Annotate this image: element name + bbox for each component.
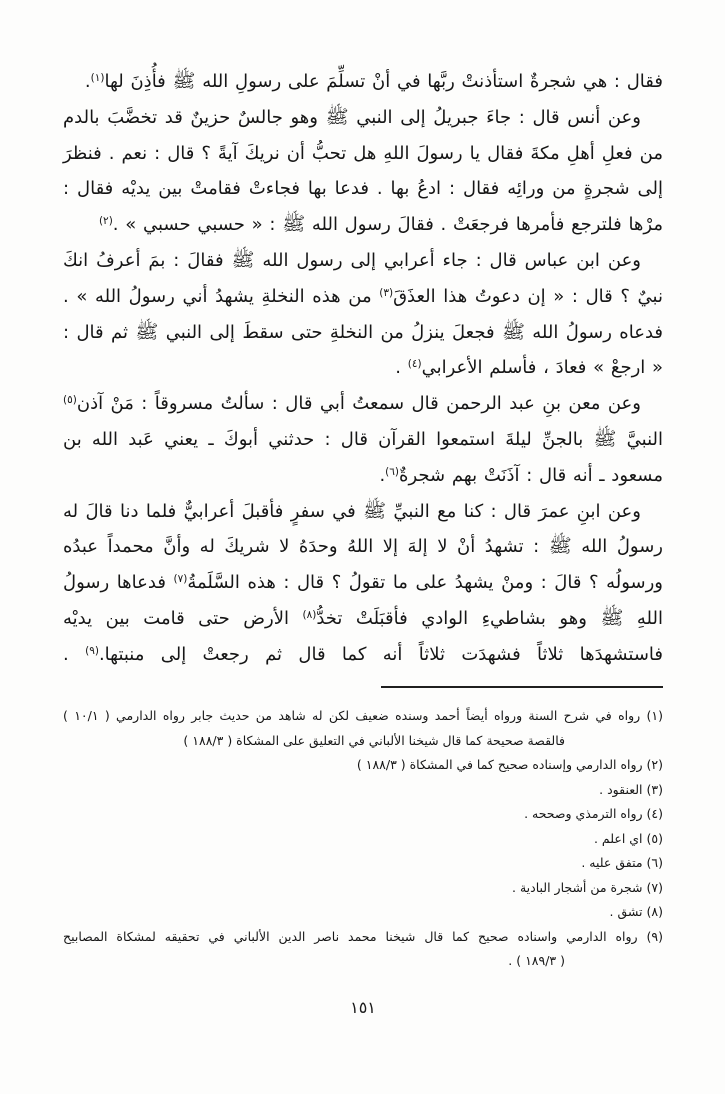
body-text-line: ورسولُه ؟ قالَ : ومنْ يشهدُ على ما تقولُ ؟ قال : هذه السَّلَمةُ$^{(٧)}$ فدعاها رسولُ <box>63 572 663 594</box>
sallallahu-alayhi-wasallam-symbol: ﷺ <box>363 499 387 522</box>
footnote-line: (٩) رواه الدارمي واسناده صحيح كما قال شيخنا محمد ناصر الدين الألباني في تحقيقه لمشكاة المصابيح <box>63 928 663 944</box>
footnote-ref-marker: (٨) <box>302 608 317 621</box>
footnote-ref-marker: (٤) <box>407 358 422 371</box>
footnote-ref-marker: (٥) <box>63 394 77 407</box>
body-text-line: وعن معن بنِ عبد الرحمن قال سمعتُ أبي قال : سألتُ مسروقاً : مَنْ آذن$^{(٥)}$ <box>63 393 641 415</box>
footnote-ref-marker: (٢) <box>98 215 113 228</box>
body-text-line: وعن أنس قال : جاءَ جبريلُ إلى النبي ﷺ وهو جالسٌ حزينٌ قد تخضَّبَ بالدم <box>63 105 641 128</box>
footnote-line: ( ١٨٩/٣ ) . <box>508 953 565 969</box>
footnote-line: (١) رواه في شرح السنة ورواه أيضاً أحمد وسنده ضعيف لكن له شاهد من حديث جابر رواه الدارمي ( ١٠/١ ) <box>63 708 663 724</box>
page-number: ١٥١ <box>350 997 376 1017</box>
body-text-line: مرْها فلترجع فأمرها فرجعَتْ . فقالَ رسول الله ﷺ : « حسبي حسبي » .$^{(٢)}$ <box>98 213 663 236</box>
sallallahu-alayhi-wasallam-symbol: ﷺ <box>172 70 196 92</box>
body-text-line: فدعاه رسولُ الله ﷺ فجعلَ ينزلُ من النخلةِ حتى سقطَ إلى النبي ﷺ ثم قال : <box>63 320 663 343</box>
footnote-line: (٥) اي اعلم . <box>593 830 663 846</box>
sallallahu-alayhi-wasallam-symbol: ﷺ <box>282 213 306 236</box>
footnotes-block <box>63 704 663 974</box>
body-text-line: وعن ابن عباس قال : جاء أعرابي إلى رسول الله ﷺ فقالَ : بمَ أعرفُ انكَ <box>63 248 642 271</box>
sallallahu-alayhi-wasallam-symbol: ﷺ <box>135 320 159 343</box>
footnote-line: (٨) تشق . <box>609 904 663 920</box>
sallallahu-alayhi-wasallam-symbol: ﷺ <box>501 320 525 343</box>
body-text-line: وعن ابنِ عمرَ قال : كنا مع النبيِّ ﷺ في سفرٍ فأقبلَ أعرابيٌّ فلما دنا قالَ له <box>63 499 641 522</box>
body-text-line: « ارجعْ » فعادَ ، فأسلم الأعرابي$^{(٤)}$ . <box>395 357 663 379</box>
body-text-line: من فعلِ أهلِ مكةَ فقال يا رسولَ اللهِ هل تحبُّ أن نريكَ آيةً ؟ قال : نعم . فنظرَ <box>63 142 663 164</box>
body-text-line: فقال : هي شجرةٌ استأذنتْ ربَّها في أنْ تسلِّمَ على رسولِ الله ﷺ فأُذِنَ لها$^{(١)}$. <box>84 70 663 92</box>
footnote-separator <box>381 686 663 689</box>
hadith-text-block <box>63 64 663 673</box>
footnote-line: (٦) متفق عليه . <box>581 855 663 871</box>
footnote-ref-marker: (٩) <box>85 644 99 657</box>
footnote-line: (٤) رواه الترمذي وصححه . <box>524 806 663 822</box>
footnote-line: (٢) رواه الدارمي وإسناده صحيح كما في المشكاة ( ١٨٨/٣ ) <box>356 757 663 773</box>
body-text-line: النبيَّ ﷺ بالجنِّ ليلةَ استمعوا القرآن قال : حدثني أبوكَ ـ يعني عَبد الله بن <box>63 427 664 450</box>
footnote-ref-marker: (٦) <box>385 465 400 478</box>
body-text-line: رسولُ الله ﷺ : تشهدُ أنْ لا إلهَ إلا اللهُ وحدَهُ لا شريكَ له وأنَّ محمداً عبدُه <box>63 535 663 558</box>
footnote-line: فالقصة صحيحة كما قال شيخنا الألباني في التعليق على المشكاة ( ١٨٨/٣ ) <box>183 732 565 748</box>
body-text-line: اللهِ ﷺ وهو بشاطيءِ الوادي فأقبَلَتْ تخدُّ$^{(٨)}$ الأرض حتى قامت بين يديْه <box>63 606 663 629</box>
sallallahu-alayhi-wasallam-symbol: ﷺ <box>600 606 624 629</box>
sallallahu-alayhi-wasallam-symbol: ﷺ <box>231 248 255 271</box>
footnote-line: (٣) العنقود . <box>599 781 663 797</box>
footnote-ref-marker: (١) <box>90 72 105 84</box>
sallallahu-alayhi-wasallam-symbol: ﷺ <box>325 105 349 128</box>
body-text-line: فاستشهدَها ثلاثاً فشهدَت ثلاثاً أنه كما قال ثم رجعتْ إلى منبتها.$^{(٩)}$ . <box>63 643 663 665</box>
body-text-line: إلى شجرةٍ من ورائِه فقال : ادعُ بها . فدعا بها فجاءتْ فقامتْ بين يديْه فقال : <box>63 178 663 200</box>
footnote-ref-marker: (٣) <box>379 286 394 299</box>
body-text-line: مسعود ـ أنه قال : آذَنَتْ بهم شجرةٌ$^{(٦)}$. <box>379 464 663 486</box>
footnote-ref-marker: (٧) <box>173 573 188 586</box>
footnote-line: (٧) شجرة من أشجار البادية . <box>512 879 663 895</box>
sallallahu-alayhi-wasallam-symbol: ﷺ <box>593 427 617 450</box>
body-text-line: نبيٌ ؟ قال : « إن دعوتُ هذا العذَقَ$^{(٣)}$ من هذه النخلةِ يشهدُ أني رسولُ الله » . <box>63 285 663 307</box>
sallallahu-alayhi-wasallam-symbol: ﷺ <box>548 535 572 558</box>
